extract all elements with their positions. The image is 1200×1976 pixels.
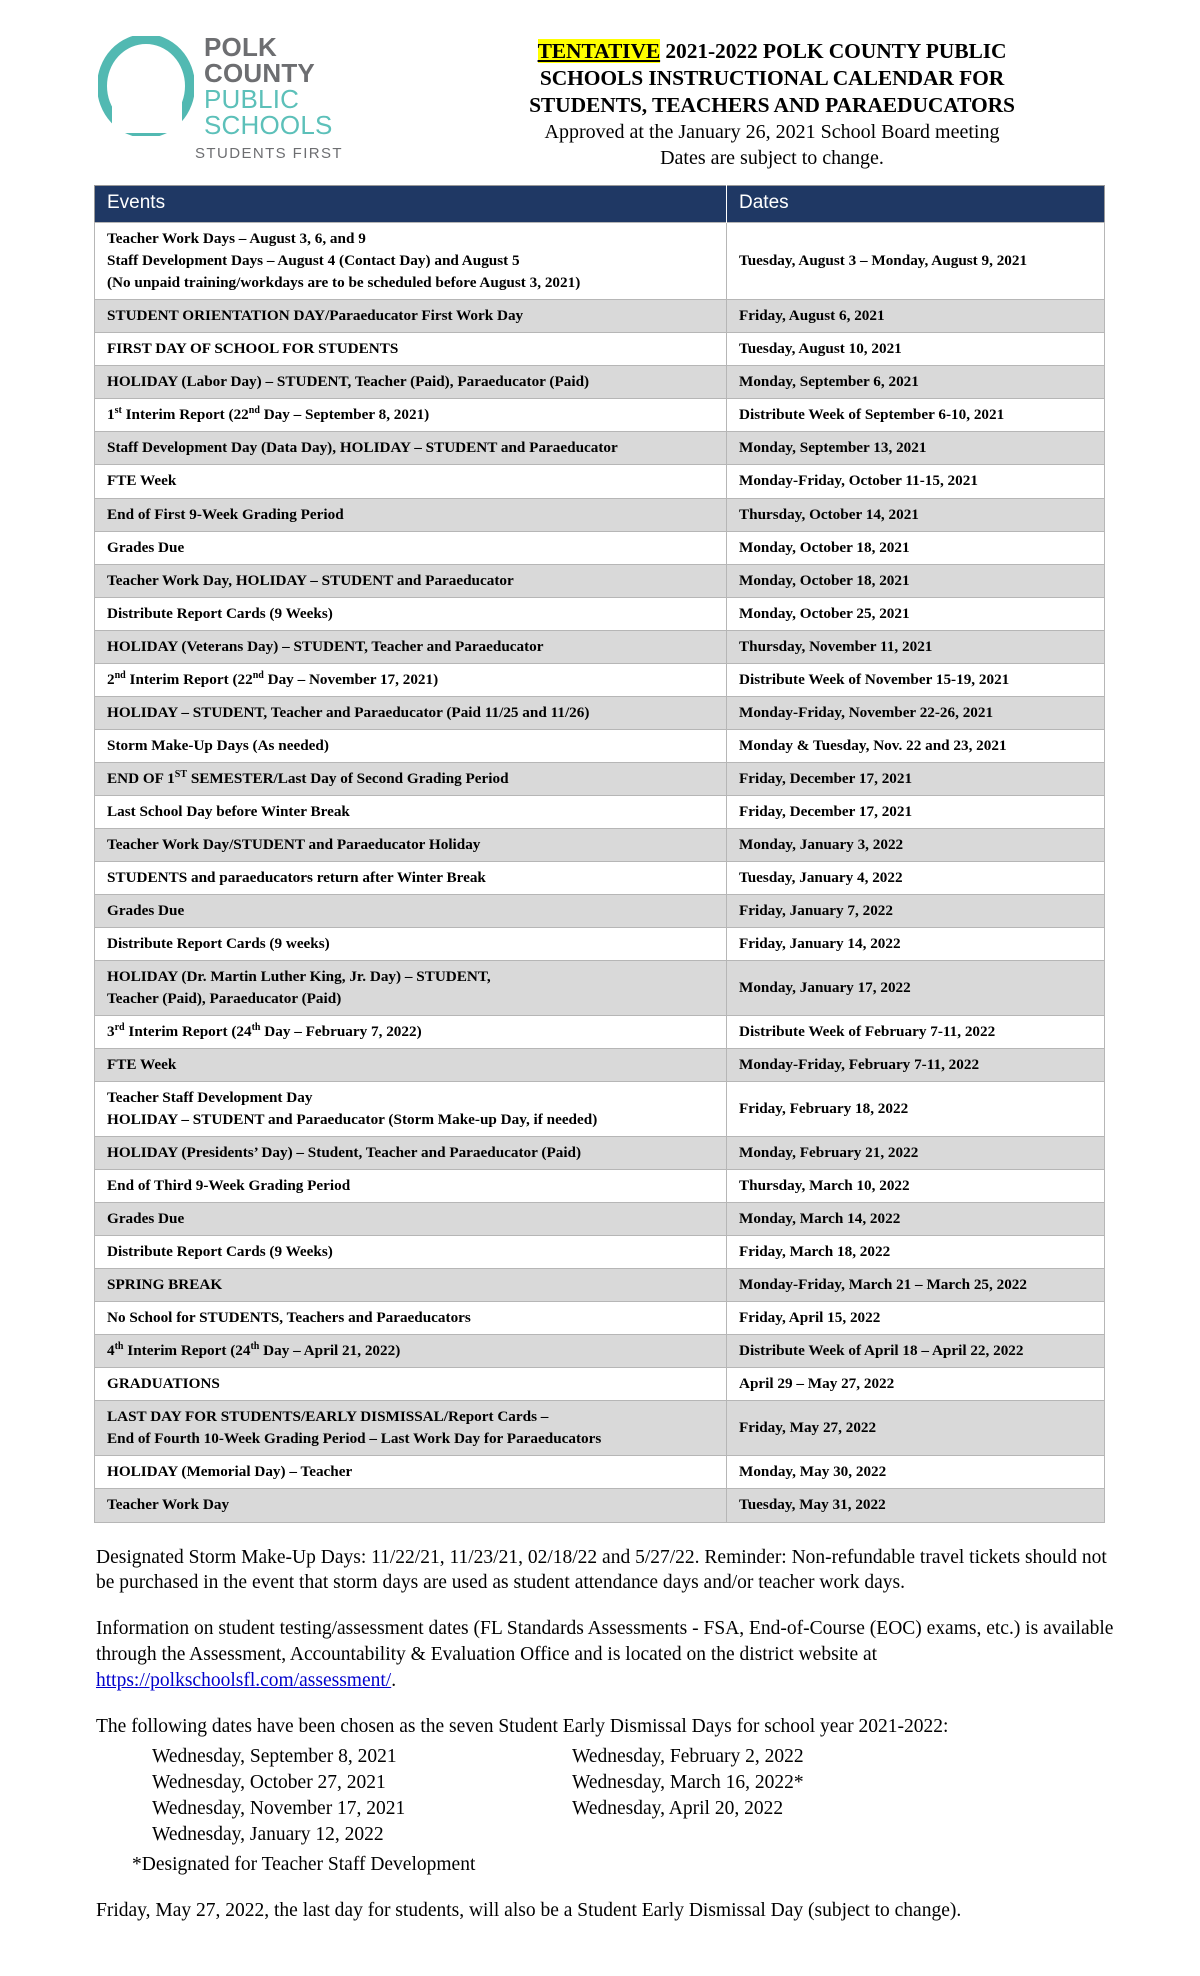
early-dismissal-date: Wednesday, January 12, 2022 <box>152 1823 384 1845</box>
event-cell <box>95 1049 727 1082</box>
date-cell: Friday, January 7, 2022 <box>727 894 1105 927</box>
event-line: HOLIDAY (Veterans Day) – STUDENT, Teacher and Paraeducator <box>107 637 544 655</box>
event-line: Teacher Work Day/STUDENT and Paraeducator Holiday <box>107 835 481 853</box>
event-cell <box>95 223 727 300</box>
date-cell: Monday, September 6, 2021 <box>727 366 1105 399</box>
event-line: Teacher Work Day, HOLIDAY – STUDENT and Paraeducator <box>107 571 514 589</box>
event-line: FIRST DAY OF SCHOOL FOR STUDENTS <box>107 340 399 358</box>
event-line: Staff Development Days – August 4 (Contact Day) and August 5 <box>107 252 520 270</box>
event-cell <box>95 1269 727 1302</box>
event-line: Distribute Report Cards (9 weeks) <box>107 934 330 952</box>
table-row <box>95 729 1105 762</box>
date-cell: Friday, February 18, 2022 <box>727 1082 1105 1137</box>
table-row <box>95 1016 1105 1049</box>
table-row <box>95 399 1105 432</box>
event-cell <box>95 1082 727 1137</box>
table-row <box>95 762 1105 795</box>
table-row <box>95 828 1105 861</box>
table-row <box>95 333 1105 366</box>
event-line: HOLIDAY (Memorial Day) – Teacher <box>107 1463 353 1481</box>
event-line: End of Fourth 10-Week Grading Period – Last Work Day for Paraeducators <box>107 1430 602 1448</box>
event-line: End of First 9-Week Grading Period <box>107 505 344 523</box>
early-dismissal-dates <box>96 1744 1128 1848</box>
date-cell: Monday, January 17, 2022 <box>727 960 1105 1015</box>
early-dismissal-date: Wednesday, February 2, 2022 <box>572 1746 804 1768</box>
date-cell: Tuesday, January 4, 2022 <box>727 861 1105 894</box>
event-line: Distribute Report Cards (9 Weeks) <box>107 1243 333 1261</box>
early-dismissal-date: Wednesday, September 8, 2021 <box>152 1746 397 1768</box>
date-cell: Thursday, March 10, 2022 <box>727 1170 1105 1203</box>
event-cell <box>95 828 727 861</box>
page-title-line-2: SCHOOLS INSTRUCTIONAL CALENDAR FOR <box>539 66 1005 91</box>
event-line: Grades Due <box>107 901 185 919</box>
table-row <box>95 1236 1105 1269</box>
event-cell <box>95 1170 727 1203</box>
early-dismissal-date: Wednesday, November 17, 2021 <box>152 1797 406 1819</box>
date-cell: Monday, October 25, 2021 <box>727 597 1105 630</box>
table-row <box>95 861 1105 894</box>
assessment-note-text: Information on student testing/assessment dates (FL Standards Assessments - FSA, End-of-Course (EOC) exams, etc.) is available through the Assessment, Accountability & Evaluation Office and is located on the district website at <box>96 1618 1114 1666</box>
event-line: Storm Make-Up Days (As needed) <box>107 736 329 754</box>
date-cell: Tuesday, August 10, 2021 <box>727 333 1105 366</box>
polk-county-logo <box>0 34 380 162</box>
date-cell: Monday, January 3, 2022 <box>727 828 1105 861</box>
event-line: STUDENTS and paraeducators return after Winter Break <box>107 868 486 886</box>
event-cell <box>95 1489 727 1522</box>
table-row <box>95 1335 1105 1368</box>
table-row <box>95 432 1105 465</box>
event-cell: 1st Interim Report (22nd Day – September 8, 2021) <box>95 399 727 432</box>
calendar-table-wrapper <box>0 171 1200 1522</box>
event-cell <box>95 1203 727 1236</box>
early-dismissal-intro: The following dates have been chosen as the seven Student Early Dismissal Days for school year 2021-2022: <box>96 1716 949 1738</box>
event-cell <box>95 1236 727 1269</box>
event-line: HOLIDAY – STUDENT, Teacher and Paraeducator (Paid 11/25 and 11/26) <box>107 703 590 721</box>
event-line: Teacher (Paid), Paraeducator (Paid) <box>107 989 342 1007</box>
event-cell <box>95 894 727 927</box>
table-row <box>95 894 1105 927</box>
date-cell: Thursday, November 11, 2021 <box>727 630 1105 663</box>
event-cell <box>95 1401 727 1456</box>
table-row <box>95 564 1105 597</box>
date-cell: Distribute Week of April 18 – April 22, 2022 <box>727 1335 1105 1368</box>
event-cell <box>95 630 727 663</box>
table-row <box>95 1049 1105 1082</box>
date-cell: Distribute Week of February 7-11, 2022 <box>727 1016 1105 1049</box>
table-row <box>95 1082 1105 1137</box>
page-title-line-1 <box>380 38 1164 65</box>
event-line: Staff Development Day (Data Day), HOLIDAY – STUDENT and Paraeducator <box>107 439 618 457</box>
early-dismissal-column-left <box>152 1744 572 1848</box>
table-row <box>95 1269 1105 1302</box>
date-cell: Friday, December 17, 2021 <box>727 762 1105 795</box>
event-cell <box>95 366 727 399</box>
table-row <box>95 1489 1105 1522</box>
assessment-note <box>96 1616 1128 1694</box>
table-row <box>95 1368 1105 1401</box>
date-cell: Tuesday, May 31, 2022 <box>727 1489 1105 1522</box>
event-cell <box>95 729 727 762</box>
date-cell: Monday-Friday, October 11-15, 2021 <box>727 465 1105 498</box>
event-line: FTE Week <box>107 1056 177 1074</box>
event-cell <box>95 597 727 630</box>
event-cell <box>95 795 727 828</box>
logo-tagline: STUDENTS FIRST <box>195 145 343 162</box>
event-line: HOLIDAY (Dr. Martin Luther King, Jr. Day) – STUDENT, <box>107 967 491 985</box>
event-line: STUDENT ORIENTATION DAY/Paraeducator First Work Day <box>107 307 524 325</box>
early-dismissal-date: Wednesday, April 20, 2022 <box>572 1797 784 1819</box>
event-cell <box>95 861 727 894</box>
event-line: Grades Due <box>107 538 185 556</box>
event-cell <box>95 531 727 564</box>
table-row <box>95 1302 1105 1335</box>
event-cell <box>95 1456 727 1489</box>
event-cell <box>95 498 727 531</box>
date-cell: Friday, December 17, 2021 <box>727 795 1105 828</box>
disclaimer-statement: Dates are subject to change. <box>660 147 884 170</box>
event-cell <box>95 432 727 465</box>
approval-statement: Approved at the January 26, 2021 School Board meeting <box>544 121 1000 144</box>
table-row <box>95 1170 1105 1203</box>
table-row <box>95 1137 1105 1170</box>
table-row <box>95 663 1105 696</box>
early-dismissal-footnote: *Designated for Teacher Staff Development <box>132 1853 476 1875</box>
event-line: Teacher Work Day <box>107 1496 230 1514</box>
table-row <box>95 465 1105 498</box>
table-row <box>95 498 1105 531</box>
date-cell: Thursday, October 14, 2021 <box>727 498 1105 531</box>
event-line: SPRING BREAK <box>107 1276 223 1294</box>
event-cell: 3rd Interim Report (24th Day – February 7, 2022) <box>95 1016 727 1049</box>
event-line: End of Third 9-Week Grading Period <box>107 1177 351 1195</box>
event-cell: 4th Interim Report (24th Day – April 21, 2022) <box>95 1335 727 1368</box>
date-cell: Monday, February 21, 2022 <box>727 1137 1105 1170</box>
date-cell: Monday, September 13, 2021 <box>727 432 1105 465</box>
event-cell <box>95 696 727 729</box>
document-title-block <box>380 34 1200 171</box>
table-row <box>95 366 1105 399</box>
event-cell: END OF 1ST SEMESTER/Last Day of Second Grading Period <box>95 762 727 795</box>
calendar-table-body <box>95 223 1105 1522</box>
column-header-events: Events <box>95 186 727 223</box>
date-cell: Friday, April 15, 2022 <box>727 1302 1105 1335</box>
assessment-website-link[interactable]: https://polkschoolsfl.com/assessment/ <box>96 1670 392 1692</box>
table-row <box>95 1401 1105 1456</box>
event-cell <box>95 960 727 1015</box>
event-cell <box>95 333 727 366</box>
date-cell: Monday, October 18, 2021 <box>727 531 1105 564</box>
table-row <box>95 795 1105 828</box>
event-line: Teacher Work Days – August 3, 6, and 9 <box>107 230 366 248</box>
table-row <box>95 597 1105 630</box>
date-cell: Monday, March 14, 2022 <box>727 1203 1105 1236</box>
date-cell: Monday-Friday, March 21 – March 25, 2022 <box>727 1269 1105 1302</box>
table-header-row <box>95 186 1105 223</box>
document-header <box>0 0 1200 171</box>
title-line-1-rest: 2021-2022 POLK COUNTY PUBLIC <box>660 39 1007 63</box>
instructional-calendar-table <box>94 185 1105 1522</box>
event-cell <box>95 1137 727 1170</box>
school-district-emblem-icon <box>98 36 194 136</box>
final-note: Friday, May 27, 2022, the last day for students, will also be a Student Early Dismissal Day (subject to change). <box>96 1899 962 1921</box>
date-cell: Distribute Week of September 6-10, 2021 <box>727 399 1105 432</box>
early-dismissal-date: Wednesday, March 16, 2022* <box>572 1771 804 1793</box>
date-cell: Monday-Friday, November 22-26, 2021 <box>727 696 1105 729</box>
event-cell <box>95 1368 727 1401</box>
date-cell: Monday, May 30, 2022 <box>727 1456 1105 1489</box>
date-cell: Friday, January 14, 2022 <box>727 927 1105 960</box>
early-dismissal-column-right <box>572 1744 1128 1848</box>
event-line: Distribute Report Cards (9 Weeks) <box>107 604 333 622</box>
table-row <box>95 696 1105 729</box>
date-cell: Monday & Tuesday, Nov. 22 and 23, 2021 <box>727 729 1105 762</box>
table-row <box>95 1456 1105 1489</box>
event-line: Grades Due <box>107 1210 185 1228</box>
event-line: No School for STUDENTS, Teachers and Paraeducators <box>107 1309 471 1327</box>
event-line: HOLIDAY (Labor Day) – STUDENT, Teacher (Paid), Paraeducator (Paid) <box>107 373 590 391</box>
table-row <box>95 927 1105 960</box>
date-cell: Monday-Friday, February 7-11, 2022 <box>727 1049 1105 1082</box>
table-row <box>95 630 1105 663</box>
table-row <box>95 300 1105 333</box>
event-cell: 2nd Interim Report (22nd Day – November 17, 2021) <box>95 663 727 696</box>
date-cell: April 29 – May 27, 2022 <box>727 1368 1105 1401</box>
event-line: (No unpaid training/workdays are to be scheduled before August 3, 2021) <box>107 274 581 292</box>
event-cell <box>95 300 727 333</box>
event-cell <box>95 927 727 960</box>
logo-text-secondary: PUBLIC SCHOOLS <box>204 84 333 140</box>
logo-text-primary: POLK COUNTY <box>204 32 315 88</box>
date-cell: Distribute Week of November 15-19, 2021 <box>727 663 1105 696</box>
table-row <box>95 1203 1105 1236</box>
storm-makeup-note: Designated Storm Make-Up Days: 11/22/21, 11/23/21, 02/18/22 and 5/27/22. Reminder: Non-refundable travel tickets should not be purchased in the event that storm days are used as student attendance days and/or teacher work days. <box>96 1546 1107 1594</box>
table-row <box>95 223 1105 300</box>
event-line: Teacher Staff Development Day <box>107 1089 313 1107</box>
event-cell <box>95 465 727 498</box>
page-title-line-3: STUDENTS, TEACHERS AND PARAEDUCATORS <box>529 93 1015 118</box>
date-cell: Friday, May 27, 2022 <box>727 1401 1105 1456</box>
event-cell <box>95 1302 727 1335</box>
date-cell: Tuesday, August 3 – Monday, August 9, 2021 <box>727 223 1105 300</box>
date-cell: Friday, August 6, 2021 <box>727 300 1105 333</box>
table-row <box>95 960 1105 1015</box>
tentative-badge: TENTATIVE <box>537 39 661 63</box>
date-cell: Monday, October 18, 2021 <box>727 564 1105 597</box>
early-dismissal-date: Wednesday, October 27, 2021 <box>152 1771 386 1793</box>
event-line: Last School Day before Winter Break <box>107 802 350 820</box>
footer-notes <box>0 1523 1200 1924</box>
assessment-note-period: . <box>391 1670 397 1692</box>
date-cell: Friday, March 18, 2022 <box>727 1236 1105 1269</box>
event-line: FTE Week <box>107 472 177 490</box>
event-line: GRADUATIONS <box>107 1375 220 1393</box>
event-line: LAST DAY FOR STUDENTS/EARLY DISMISSAL/Report Cards – <box>107 1408 549 1426</box>
table-row <box>95 531 1105 564</box>
event-line: HOLIDAY (Presidents’ Day) – Student, Teacher and Paraeducator (Paid) <box>107 1144 582 1162</box>
column-header-dates: Dates <box>727 186 1105 223</box>
event-cell <box>95 564 727 597</box>
event-line: HOLIDAY – STUDENT and Paraeducator (Storm Make-up Day, if needed) <box>107 1111 598 1129</box>
